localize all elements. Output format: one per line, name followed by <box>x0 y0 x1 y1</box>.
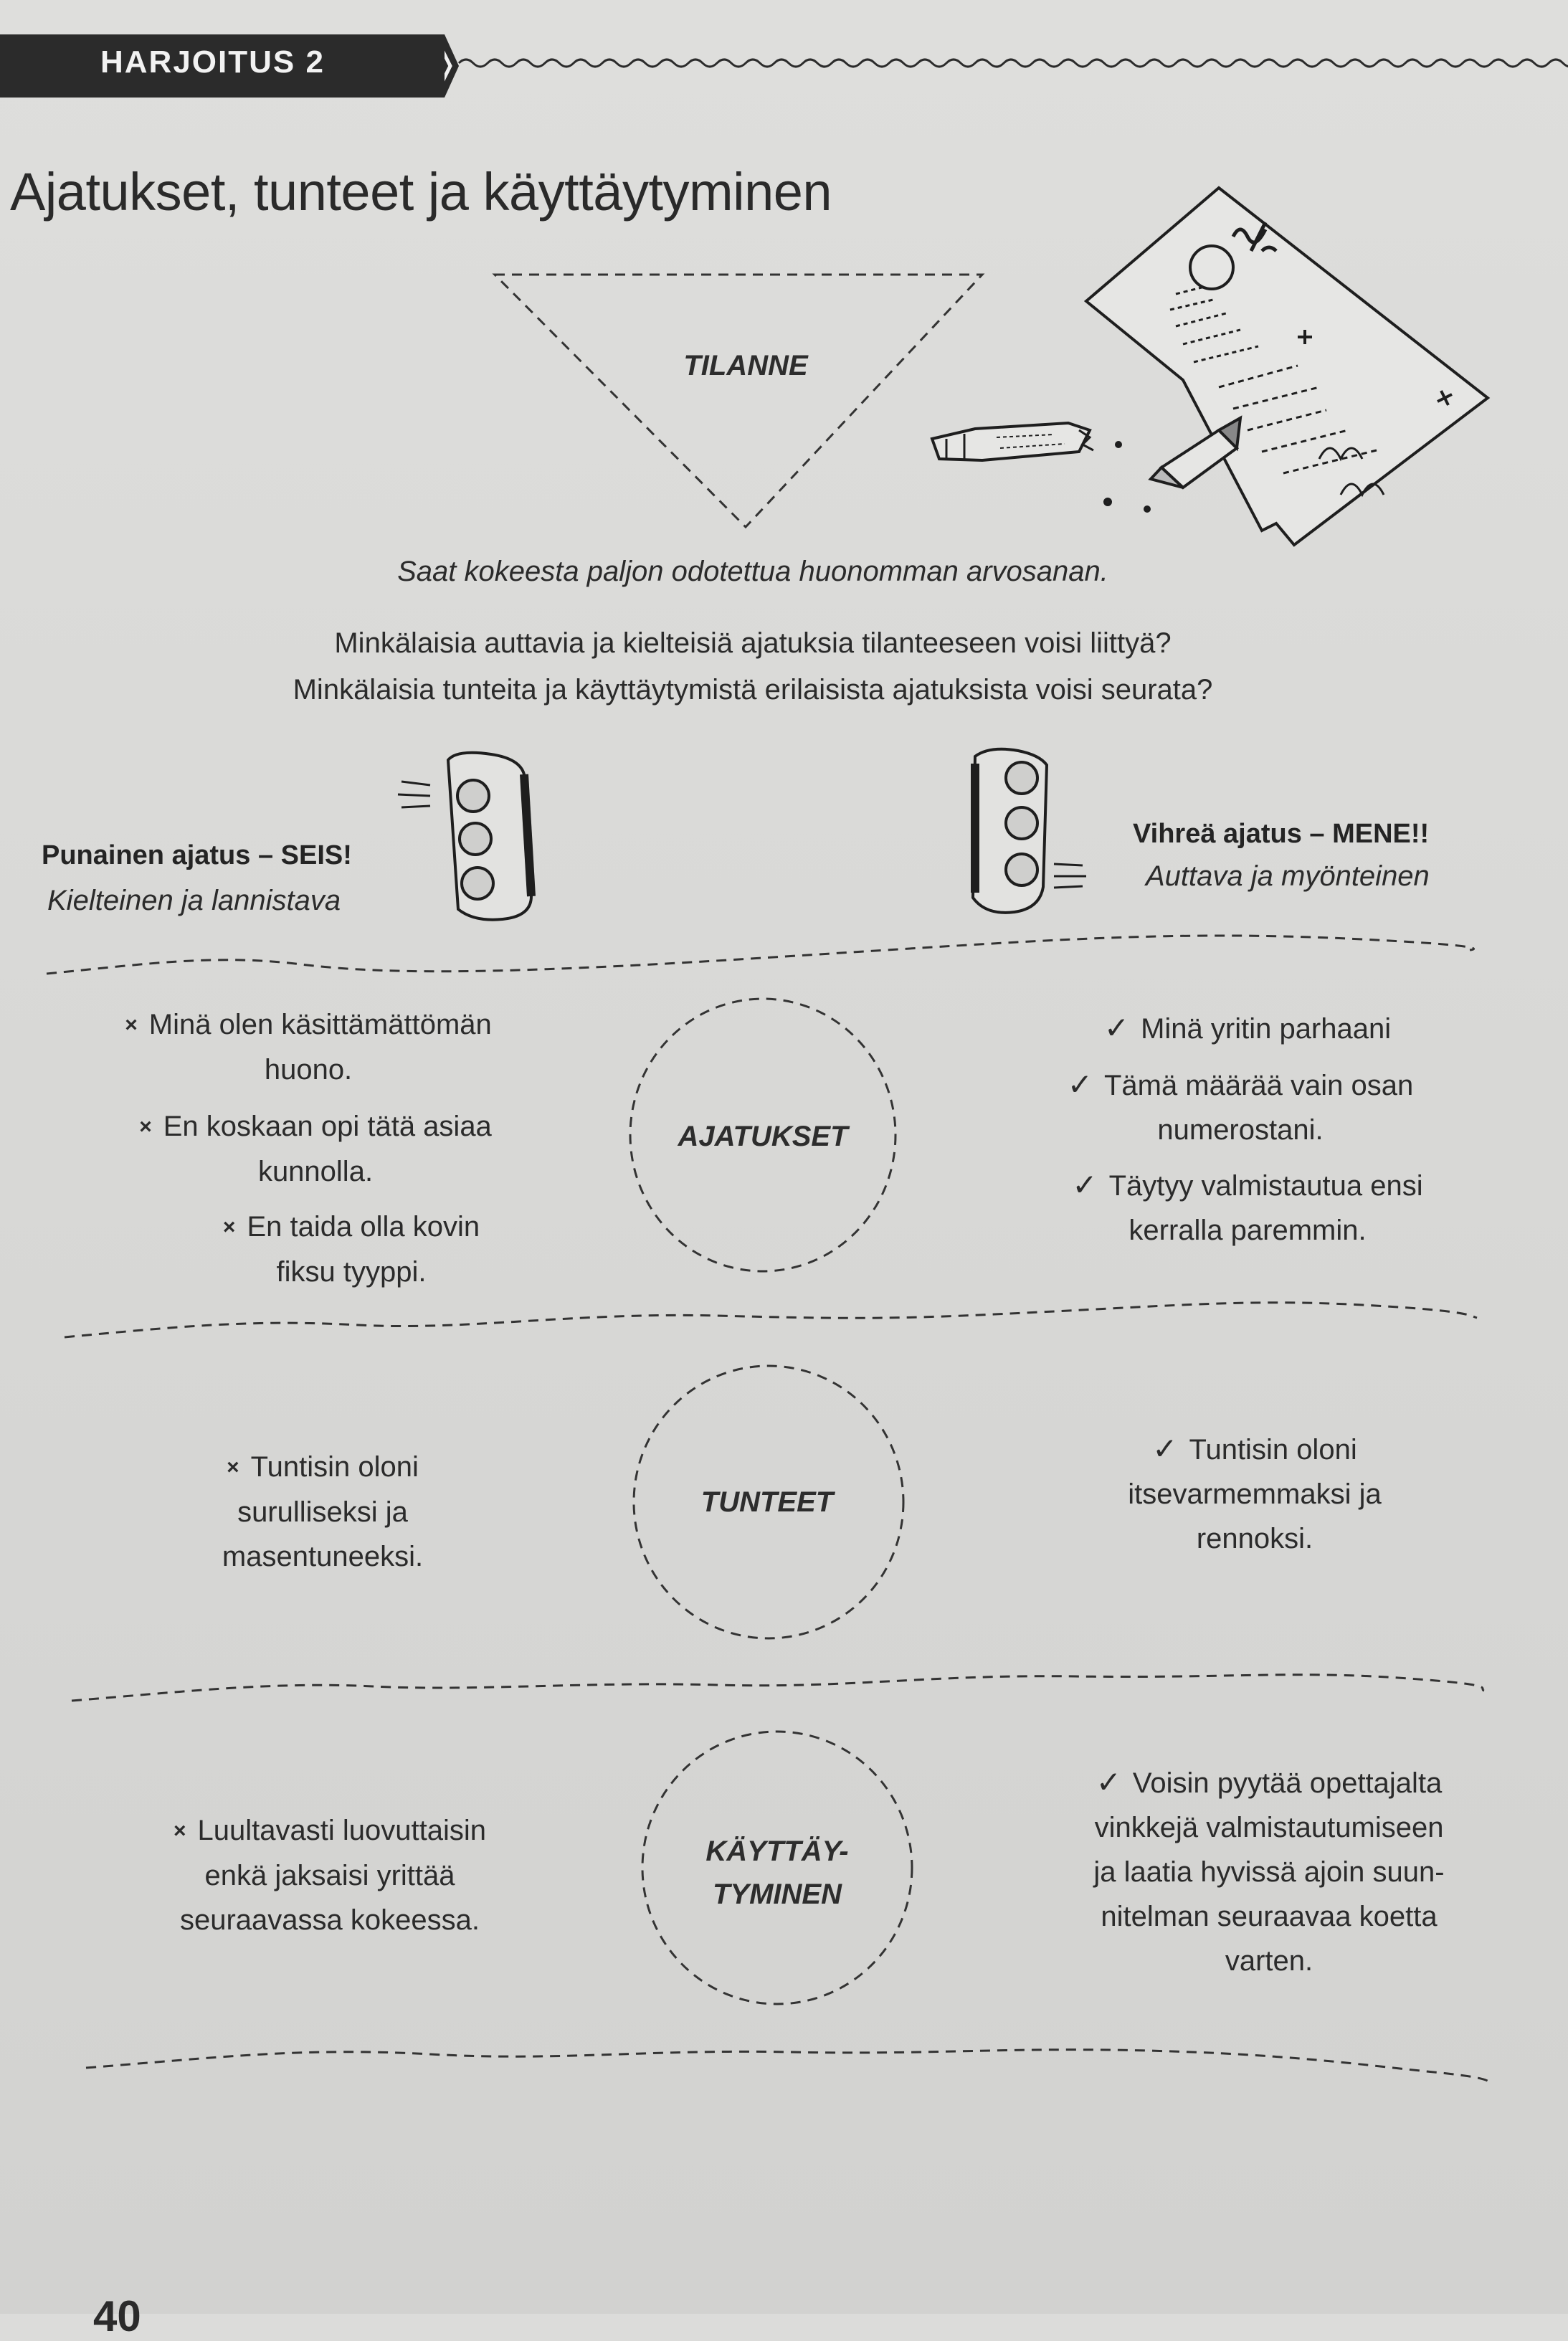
situation-triangle <box>495 275 982 527</box>
feelings-label: TUNTEET <box>700 1486 834 1518</box>
cross-icon: × <box>139 1115 152 1139</box>
positive-thought-3: ✓ Täytyy valmistautua ensi kerralla paremmin. <box>1018 1163 1477 1253</box>
situation-label: TILANNE <box>683 350 808 381</box>
negative-feeling: × Tuntisin oloni surulliseksi ja masentuneeksi. <box>129 1445 516 1579</box>
red-thought-heading: Punainen ajatus – SEIS! <box>42 840 352 870</box>
cross-icon: × <box>174 1819 186 1843</box>
positive-feeling: ✓ Tuntisin oloni itsevarmemmaksi ja rennoksi. <box>1047 1427 1463 1561</box>
traffic-light-green <box>973 749 1086 913</box>
question-2: Minkälaisia tunteita ja käyttäytymistä erilaisista ajatuksista voisi seurata? <box>293 674 1213 706</box>
page-title: Ajatukset, tunteet ja käyttäytyminen <box>10 162 832 222</box>
green-thought-subtitle: Auttava ja myönteinen <box>1146 860 1430 892</box>
positive-thought-1: ✓ Minä yritin parhaani <box>1032 1006 1463 1051</box>
positive-thought-2: ✓ Tämä määrää vain osan numerostani. <box>1018 1063 1463 1152</box>
negative-thought-2: × En koskaan opi tätä asiaa kunnolla. <box>65 1104 566 1194</box>
separator-3 <box>72 1675 1484 1701</box>
page-number: 40 <box>93 2292 141 2340</box>
separator-2 <box>65 1303 1477 1337</box>
separator-4 <box>86 2050 1491 2085</box>
check-icon: ✓ <box>1067 1068 1093 1101</box>
pencil-illustration <box>1105 418 1240 511</box>
negative-thought-3: × En taida olla kovin fiksu tyyppi. <box>122 1205 581 1294</box>
check-icon: ✓ <box>1072 1168 1098 1202</box>
behaviour-label-line1: KÄYTTÄY- <box>705 1836 849 1867</box>
traffic-light-red <box>398 753 531 920</box>
cross-icon: × <box>227 1456 239 1479</box>
positive-behaviour: ✓ Voisin pyytää opettajalta vinkkejä valmistautumiseen ja laatia hyvissä ajoin suun- nitelman seuraavaa koetta varten. <box>1032 1760 1506 1983</box>
separator-1 <box>47 936 1474 974</box>
cross-icon: × <box>222 1215 236 1239</box>
check-icon: ✓ <box>1103 1011 1130 1045</box>
behaviour-label-line2: TYMINEN <box>713 1879 842 1910</box>
exercise-label: HARJOITUS 2 <box>100 44 325 80</box>
green-thought-heading: Vihreä ajatus – MENE!! <box>1133 819 1430 849</box>
header-wavy-line <box>459 60 1568 67</box>
broken-pencil-illustration <box>932 423 1093 460</box>
negative-behaviour: × Luultavasti luovuttaisin enkä jaksaisi yrittää seuraavassa kokeessa. <box>115 1808 545 1942</box>
cross-icon: × <box>125 1013 138 1037</box>
exam-paper-illustration <box>1086 188 1488 545</box>
thoughts-label: AJATUKSET <box>678 1121 848 1152</box>
behaviour-label <box>655 1830 899 1916</box>
check-icon: ✓ <box>1096 1765 1121 1799</box>
situation-text: Saat kokeesta paljon odotettua huonomman arvosanan. <box>397 556 1108 587</box>
red-thought-subtitle: Kielteinen ja lannistava <box>47 885 341 916</box>
question-1: Minkälaisia auttavia ja kielteisiä ajatuksia tilanteeseen voisi liittyä? <box>334 627 1172 659</box>
check-icon: ✓ <box>1152 1432 1178 1466</box>
negative-thought-1: × Minä olen käsittämättömän huono. <box>50 1002 566 1092</box>
